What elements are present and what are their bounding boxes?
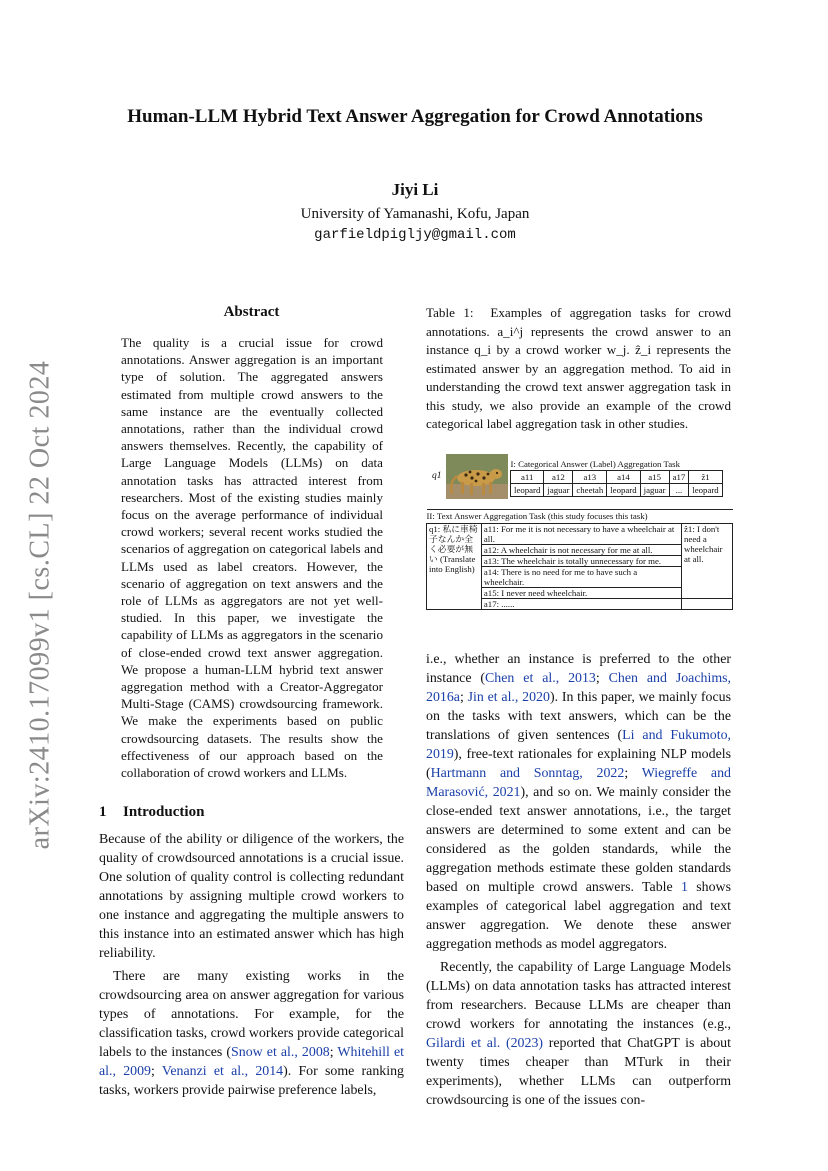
answer-key: a15: [640, 470, 669, 483]
answer-text: The wheelchair is totally unnecessary for me.: [501, 555, 662, 566]
citation-li-fukumoto[interactable]: Li and Fukumoto, 2019: [426, 727, 731, 762]
answer-key: a15:: [483, 587, 500, 598]
answer-text: I never need wheelchair.: [501, 587, 588, 598]
author-affiliation: University of Yamanashi, Kofu, Japan: [300, 206, 530, 222]
table-1: [426, 448, 731, 612]
intro-p2-text-a: There are many existing works in the crowdsourcing area on answer aggregation for various types of annotations. For example, for the classification tasks, crowd workers provide categorical labels to the instances (: [99, 969, 404, 1061]
categorical-answer: leopard: [607, 483, 640, 496]
text-answer-cell: [481, 587, 681, 598]
answer-key: a13: [573, 470, 607, 483]
abstract-text: The quality is a crucial issue for crowd annotations. Answer aggregation is an important type of solution. The aggregated answers estimated from multiple crowd answers to the same instance are the eventually collected annotations, rather than the individual crowd answers themselves. Recently, the capability of Large Language Models (LLMs) on data annotation tasks has attracted interest from researchers. Most of the existing studies mainly focus on the average performance of individual crowd workers; several recent works studied the scenarios of aggregation on categorical labels and LLMs used as label creators. However, the scenario of aggregation on text answers and the role of LLMs as aggregators are not yet well-studied. In this paper, we investigate the capability of LLMs as aggregators in the scenario of close-ended crowd text answer aggregation. We propose a human-LLM hybrid text answer aggregation method with a Creator-Aggregator Multi-Stage (CAMS) crowdsourcing framework. We make the experiments based on public crowdsourcing datasets. The results show the effectiveness of our approach based on the collaboration of crowd workers and LLMs.: [121, 335, 383, 781]
table-caption-label: Table 1:: [426, 305, 474, 320]
categorical-task-header: I: Categorical Answer (Label) Aggregation Task: [511, 458, 723, 471]
right-paragraph-1: i.e., whether an instance is preferred to the other instance (Chen et al., 2013; Chen and Joachims, 2016a; Jin et al., 2020). In this paper, we mainly focus on the tasks with text answers, which can be the translations of given sentences (Li and Fukumoto, 2019), free-text rationales for explaining NLP models (Hartmann and Sonntag, 2022; Wiegreffe and Marasović, 2021), and so on. We mainly consider the close-ended text answer annotations, i.e., the target answers are determined to some extent and can be considered as the golden standards, while the aggregation methods estimate these golden standards based on multiple crowd answers. Table 1 shows examples of categorical label aggregation and text answer aggregation. We denote these answer aggregation methods as model aggregators.: [426, 651, 732, 952]
arxiv-stamp-text: arXiv:2410.17099v1 [cs.CL] 22 Oct 2024: [24, 360, 55, 850]
citation-whitehill[interactable]: Whitehill et al., 2009: [99, 1045, 404, 1080]
categorical-answers-row: [511, 483, 723, 496]
intro-paragraph-2: There are many existing works in the crowdsourcing area on answer aggregation for various types of annotations. For example, for the classification tasks, crowd workers provide categorical labels to the instances (Snow et al., 2008; Whitehill et al., 2009; Venanzi et al., 2014). For some ranking tasks, workers provide pairwise preference labels,: [99, 969, 404, 1099]
citation-chen-2013[interactable]: Chen et al., 2013: [485, 670, 596, 686]
answer-text: For me it is not necessary to have a wheelchair at all.: [483, 523, 675, 544]
text-aggregation-table: [426, 509, 733, 610]
table-reference-link[interactable]: 1: [681, 879, 688, 895]
section-heading-introduction: [99, 804, 404, 821]
categorical-answer: jaguar: [544, 483, 573, 496]
table-caption: [426, 304, 731, 434]
right-p1-text-d: ), and so on. We mainly consider the close-ended text answer annotations, i.e., the target answers are determined to some extent and can be considered as the golden standards, while the aggregation methods estimate these golden standards based on multiple crowd answers. Table: [426, 784, 731, 895]
answer-key: a17: [669, 470, 689, 483]
citation-jin[interactable]: Jin et al., 2020: [467, 689, 550, 705]
answer-key: a11:: [483, 523, 499, 534]
author-name: Jiyi Li: [391, 180, 439, 199]
estimated-categorical-answer: leopard: [689, 483, 722, 496]
right-p1-text-b: ). In this paper, we mainly focus on the tasks with text answers, which can be the translations of given sentences (: [426, 689, 732, 743]
answer-text: There is no need for me to have such a wheelchair.: [483, 566, 638, 587]
answer-key: a14: [607, 470, 640, 483]
title-block: [95, 106, 735, 243]
text-answer-cell: [481, 566, 681, 587]
answer-key: a13:: [483, 555, 500, 566]
citation-wiegreffe[interactable]: Wiegreffe and Marasović, 2021: [426, 765, 731, 800]
text-answer-cell: [481, 523, 681, 544]
answer-text: ......: [501, 598, 515, 609]
paper-title: Human-LLM Hybrid Text Answer Aggregation for Crowd Annotations: [127, 106, 703, 127]
right-p1-text-e: shows examples of categorical label aggregation and text answer aggregation. We denote these answer aggregation methods as model aggregators.: [426, 879, 731, 952]
categorical-answer-keys-row: [511, 470, 723, 483]
answer-key: a11: [511, 470, 544, 483]
text-answer-cell: [481, 598, 681, 609]
table-q1-label: q1: [432, 470, 442, 481]
answer-key: a14:: [483, 566, 500, 577]
leopard-photo-image: [446, 454, 508, 499]
text-answer-row: [427, 523, 733, 544]
categorical-answer: leopard: [511, 483, 544, 496]
citation-chen-joachims[interactable]: Chen and Joachims, 2016a: [426, 670, 731, 705]
intro-paragraph-1: Because of the ability or diligence of the workers, the quality of crowdsourced annotations is a crucial issue. One solution of quality control is collecting redundant annotations by assigning multiple crowd workers to one instance and aggregating the multiple answers to this instance into an estimated answer which has high reliability.: [99, 832, 404, 962]
citation-hartmann[interactable]: Hartmann and Sonntag, 2022: [430, 765, 625, 781]
arxiv-stamp: [22, 360, 58, 850]
estimated-answer-key: ẑ1: [689, 470, 722, 483]
text-task-header: II: Text Answer Aggregation Task (this study focuses this task): [427, 509, 733, 523]
estimated-answer-cell: ẑ1: I don't need a wheelchair at all.: [682, 523, 733, 598]
categorical-answer: jaguar: [640, 483, 669, 496]
author-email: garfieldpigljy@gmail.com: [314, 227, 516, 243]
text-answer-cell: [481, 555, 681, 566]
table-caption-text: Examples of aggregation tasks for crowd annotations. a_i^j represents the crowd answer to an instance q_i by a crowd worker w_j. ẑ_i represents the estimated answer by an aggregation method. To aid in understanding the crowd text answer aggregation task in this study, we also provide an example of the crowd categorical label aggregation task in other studies.: [426, 305, 732, 431]
right-p1-text-a: i.e., whether an instance is preferred to the other instance (: [426, 651, 731, 686]
answer-key: a12: [544, 470, 573, 483]
right-p2-text-a: Recently, the capability of Large Language Models (LLMs) on data annotation tasks has attracted interest from researchers. Because LLMs are cheaper than crowd workers for annotating the instances (e.g.,: [426, 959, 731, 1032]
answer-key: a17:: [483, 598, 500, 609]
question-cell: q1: 私に車椅子なんか全く必要が無い (Translate into English): [427, 523, 482, 609]
right-column: [426, 304, 731, 1110]
categorical-answer: cheetah: [573, 483, 607, 496]
categorical-aggregation-table: [510, 458, 723, 497]
categorical-answer: ...: [669, 483, 689, 496]
left-column: [99, 304, 404, 1100]
answer-text: A wheelchair is not necessary for me at all.: [500, 544, 653, 555]
section-number: 1: [99, 804, 107, 821]
citation-snow[interactable]: Snow et al., 2008: [231, 1045, 330, 1061]
right-paragraph-2: [426, 958, 731, 1110]
right-p2-text-b: reported that ChatGPT is about twenty times cheaper than MTurk in their experiments), whether LLMs can outperform crowdsourcing is one of the issues con-: [426, 1035, 731, 1108]
citation-gilardi[interactable]: Gilardi et al. (2023): [426, 1035, 544, 1051]
empty-cell: [682, 598, 733, 609]
section-title: Introduction: [123, 804, 205, 821]
right-p1-text-c: ), free-text rationales for explaining NLP models (: [426, 746, 731, 781]
abstract-heading: Abstract: [223, 304, 280, 320]
answer-key: a12:: [483, 544, 500, 555]
intro-p2-text-b: ). For some ranking tasks, workers provide pairwise preference labels,: [99, 1064, 404, 1099]
citation-venanzi[interactable]: Venanzi et al., 2014: [161, 1064, 284, 1080]
text-answer-cell: [481, 544, 681, 555]
